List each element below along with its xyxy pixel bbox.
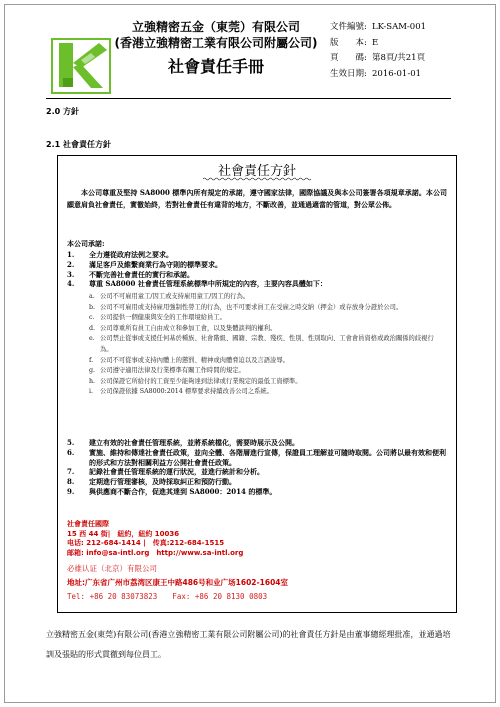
tilde-underline [203, 177, 313, 181]
sai-address: 15 西 44 街| 紐約，紐約 10036 [67, 529, 180, 538]
cert-body-tel-fax: Tel: +86 20 83073823 Fax: +86 20 8130 0803 [67, 592, 268, 601]
meta-effective-date: 生效日期: 2016-01-01 [330, 68, 422, 79]
cert-body-name: 必維认证（北京）有限公司 [67, 564, 157, 573]
list-item: h. 公司保證它所給付的工資至少能夠達到法律或行業規定的最低工資標準。 [89, 377, 302, 385]
meta-version: 版 本: E [330, 37, 379, 48]
list-item: 6. 實施、維持和傳達社會責任政策，並向全體、各階層進行宣傳，保證員工理解並可隨時取閱。公司將以最有效和便利的形式和方法對相關利益方公開社會責任政策。 [67, 447, 446, 467]
document-meta [330, 20, 426, 82]
list-item: i. 公司保證依據 SA8000:2014 標準要求持續改善公司之系統。 [89, 388, 273, 396]
list-item: a. 公司不可雇用童工/因工或支持雇用童工/因工的行為。 [89, 293, 250, 300]
meta-doc-no: 文件編號: LK-SAM-001 [330, 22, 427, 32]
commitment-list-a [67, 250, 449, 289]
footer-paragraph: 立強精密五金(東莞)有限公司(香港立強精密工業有限公司附屬公司)的社會責任方針是由董事總經理批准，並通過培訓及張貼的形式貫徹到每位員工。 [46, 630, 451, 659]
section-heading-2-1: 2.1 社會責任方針 [46, 140, 111, 149]
cert-body-address: 地址:广东省广州市荔湾区康王中路486号和业广场1602-1604室 [67, 578, 289, 587]
list-item: 4. 尊重 SA8000 社會責任管理系統標準中所規定的內容，主要內容具體如下： [67, 279, 327, 289]
sai-email: 邮箱: info@sa-intl.org http://www.sa-intl.org [67, 548, 244, 557]
sa8000-sub-list [89, 292, 445, 398]
cert-body-contact [67, 562, 288, 604]
list-item: 1. 全力遵從政府法例之要求。 [67, 250, 173, 259]
list-item: f. 公司不可從事或支持內體上的懲罰、精神或肉體脅迫以及言語淩辱。 [89, 356, 289, 364]
header-divider [46, 98, 451, 99]
manual-title: 社會責任手冊 [167, 57, 264, 76]
meta-page: 頁 碼: 第8頁/共21頁 [330, 53, 426, 63]
list-item: e. 公司禁止從事或支援任何基於種族、社會階級、國籍、宗教、殘疾、性別、性別取向、工會會員資格或政治關係的歧視行為。 [89, 335, 434, 353]
list-item: 7. 記錄社會責任管理系統的運行狀況，並進行統計和分析。 [67, 467, 264, 477]
list-item: 8. 定期進行管理審核，及時採取糾正和預防行動。 [67, 477, 236, 487]
list-item: g. 公司遵守適用法律及行業標準有關工作時間的規定。 [89, 367, 245, 375]
policy-intro: 本公司尊重及堅持 SA8000 標準內所有規定的承諾，遵守國家法律，國際協議及與本公司簽署各項規章承諾。本公司願意肩負社會責任，實徹始終，若對社會責任有違背的地方，不斷改善，並通過適當的管道，對公眾公佈。 [67, 188, 447, 209]
sai-phone: 电话: 212-684-1414 | 传真:212-684-1515 [67, 539, 225, 547]
list-item: 2. 滿足客戶及維繫商業行為守則的標準要求。 [67, 259, 222, 269]
company-header [112, 19, 320, 79]
list-item: 5. 建立有效的社會責任管理系統，並將系統檔化，需要時展示及公開。 [67, 438, 299, 447]
policy-title: 社會責任方針 [217, 164, 296, 179]
company-parent-name: (香港立強精密工業有限公司附屬公司) [114, 36, 318, 50]
company-name: 立強精密五金（東莞）有限公司 [131, 20, 300, 34]
list-item: 9. 與供應商不斷合作，促進其達到 SA8000：2014 的標準。 [67, 486, 277, 496]
commitments-label: 本公司承諾: [67, 239, 105, 248]
list-item: 3. 不斷完善社會責任的實行和承諾。 [67, 269, 194, 279]
policy-box [57, 155, 457, 613]
sai-contact [67, 520, 243, 558]
sai-name: 社會責任國際 [67, 520, 109, 528]
section-heading-2-0: 2.0 方針 [46, 107, 79, 116]
list-item: c. 公司提供一個健康與安全的工作環境給員工。 [89, 314, 226, 322]
commitment-list-b [67, 438, 449, 497]
list-item: d. 公司尊重所有員工自由成立和參加工會，以及集體談判的權利。 [89, 324, 277, 332]
company-logo-icon [51, 38, 111, 94]
list-item: b. 公司不可雇用或支持雇用強制性勞工的行為，也不可要求員工在受雇之時交納（押金）或存放身分證於公司。 [89, 303, 403, 311]
